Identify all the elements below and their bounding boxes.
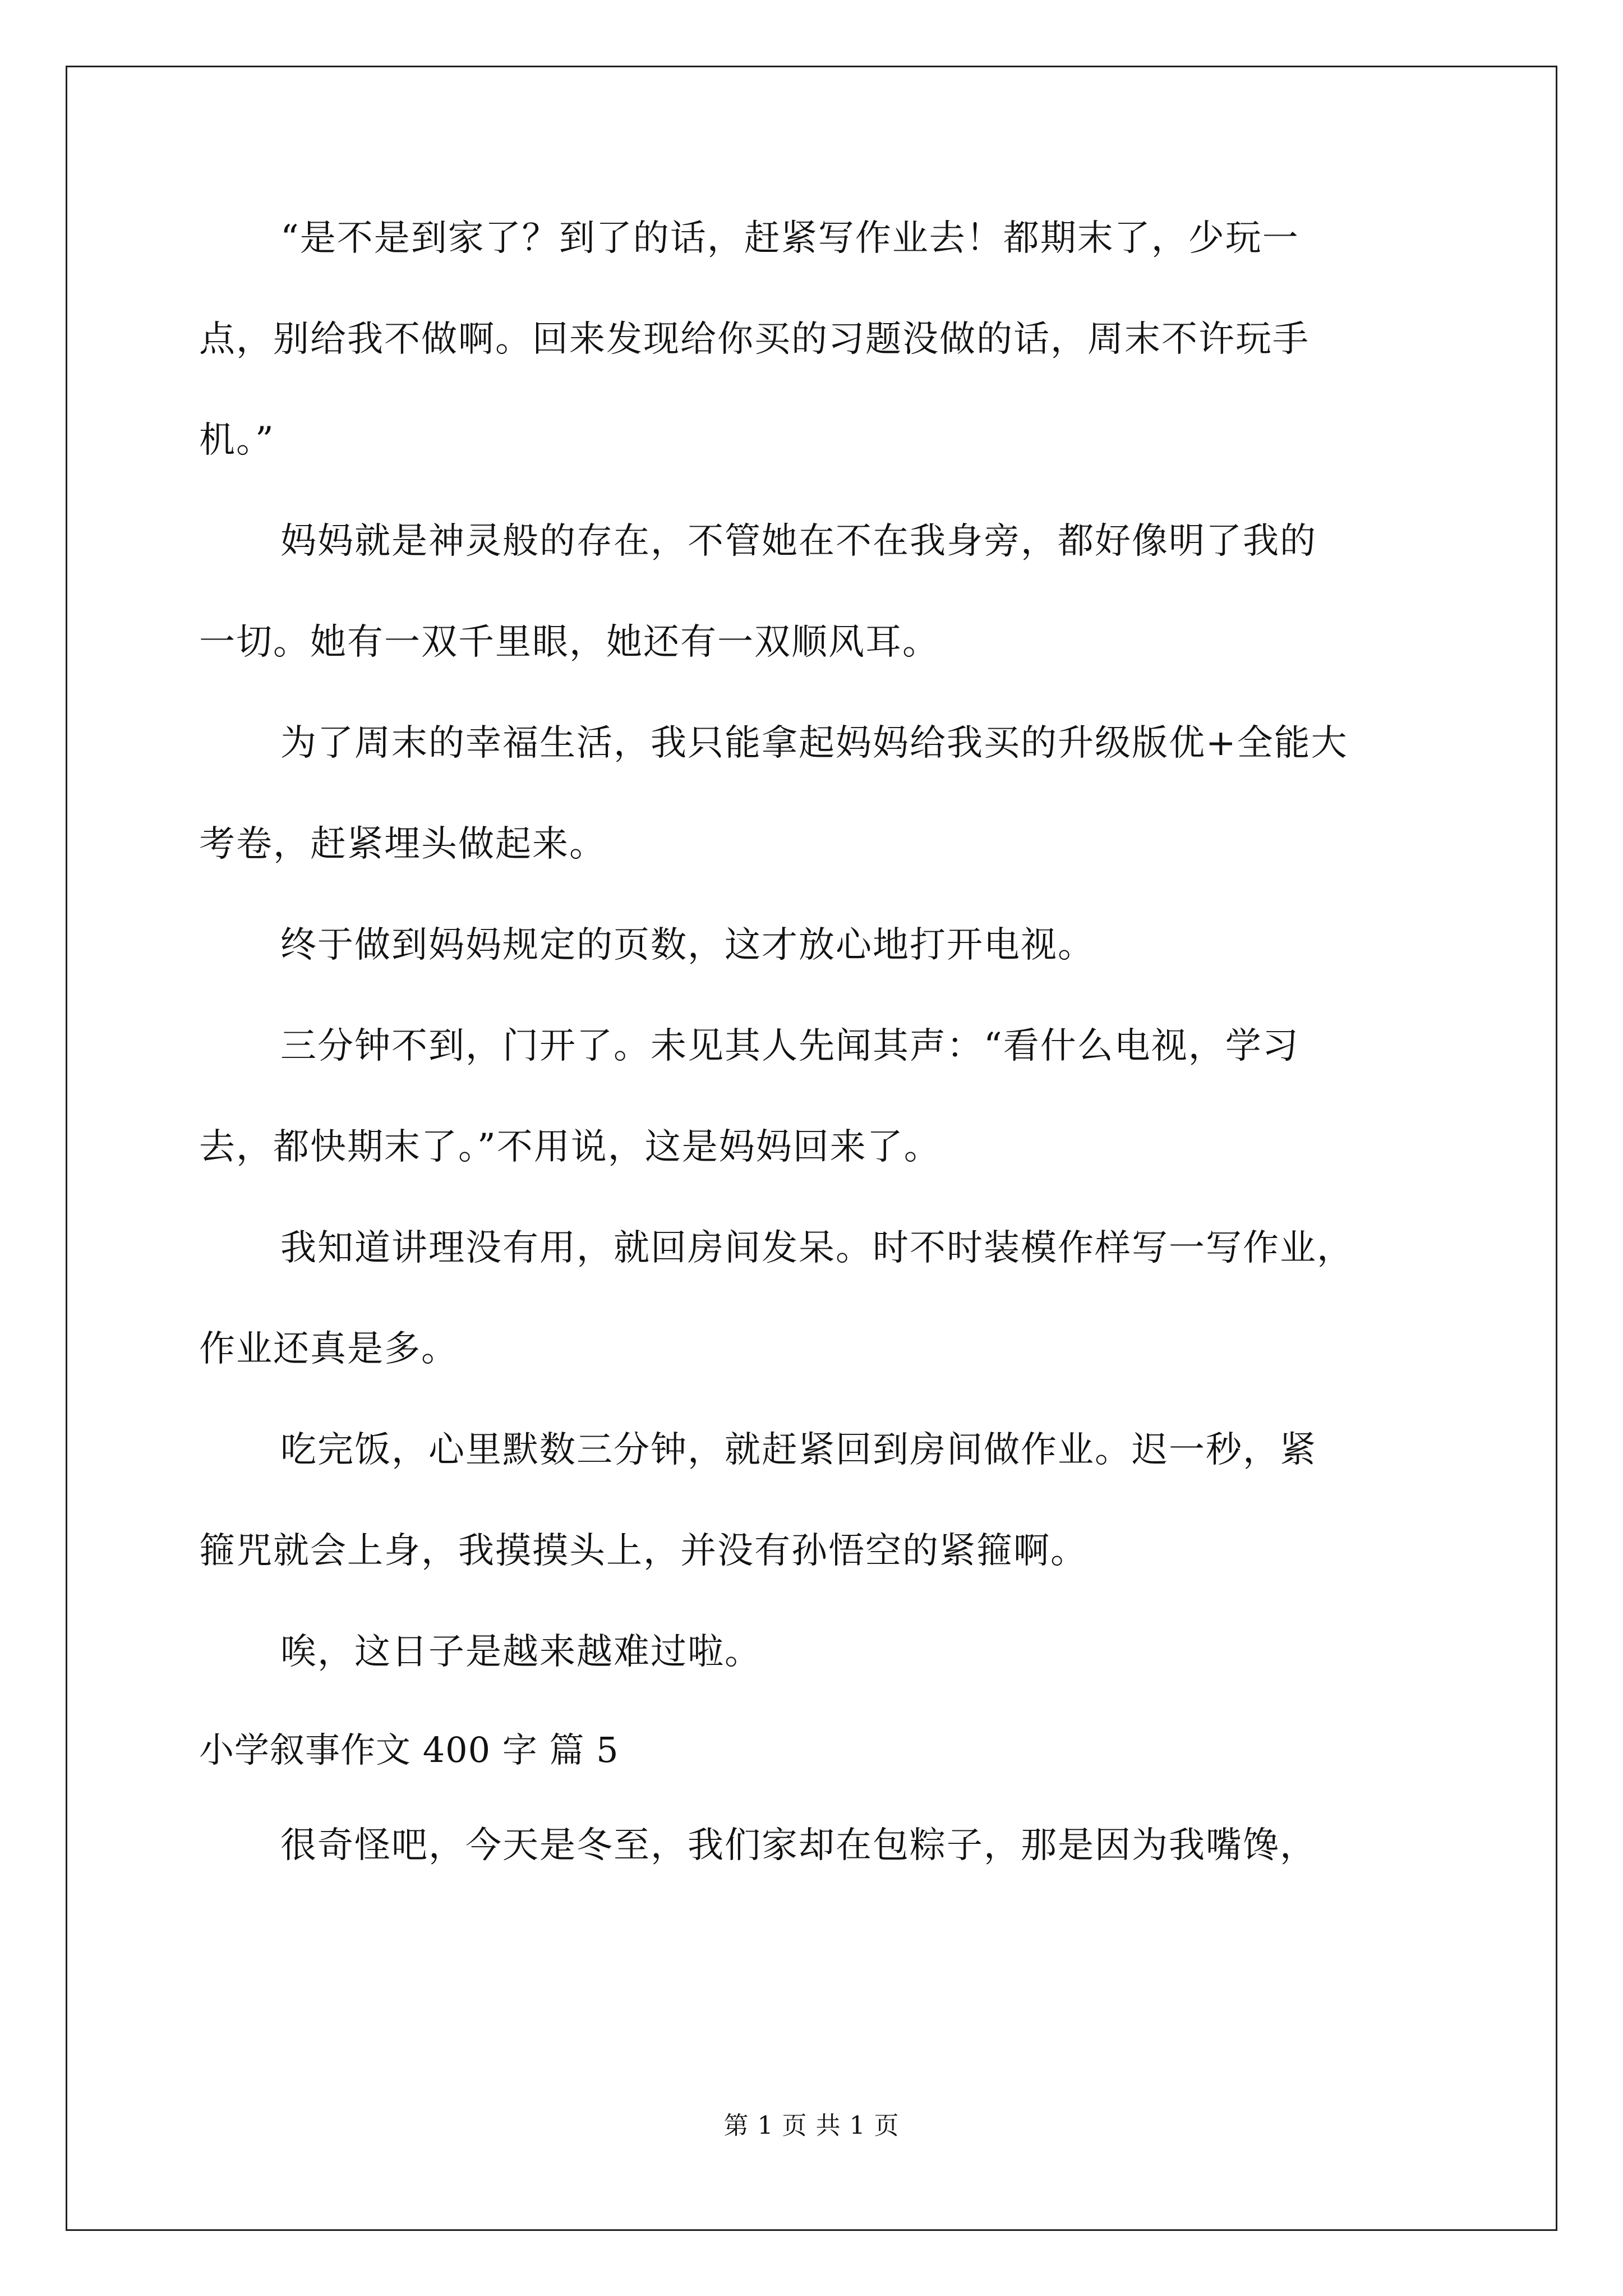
text-line: 箍咒就会上身，我摸摸头上，并没有孙悟空的紧箍啊。 — [199, 1530, 1087, 1572]
text-line: 三分钟不到，门开了。未见其人先闻其声：“看什么电视，学习 — [280, 1025, 1299, 1067]
text-line: 机。” — [199, 420, 275, 461]
text-line: 唉，这日子是越来越难过啦。 — [280, 1631, 762, 1673]
text-line: 妈妈就是神灵般的存在，不管她在不在我身旁，都好像明了我的 — [280, 521, 1317, 562]
text-line: 我知道讲理没有用，就回房间发呆。时不时装模作样写一写作业， — [280, 1227, 1354, 1269]
text-line: 考卷，赶紧埋头做起来。 — [199, 823, 606, 865]
text-line: 一切。她有一双千里眼，她还有一双顺风耳。 — [199, 622, 939, 663]
text-line: 吃完饭，心里默数三分钟，就赶紧回到房间做作业。迟一秒，紧 — [280, 1429, 1317, 1471]
text-line: “是不是到家了？到了的话，赶紧写作业去！都期末了，少玩一 — [280, 218, 1299, 259]
text-line: 为了周末的幸福生活，我只能拿起妈妈给我买的升级版优+全能大 — [280, 723, 1348, 764]
section-heading: 小学叙事作文 400 字 篇 5 — [199, 1729, 619, 1770]
page-number-footer: 第 1 页 共 1 页 — [723, 2111, 900, 2140]
text-line: 很奇怪吧，今天是冬至，我们家却在包粽子，那是因为我嘴馋， — [280, 1825, 1317, 1866]
text-line: 点，别给我不做啊。回来发现给你买的习题没做的话，周末不许玩手 — [199, 319, 1310, 360]
text-line: 作业还真是多。 — [199, 1328, 458, 1370]
text-line: 去，都快期末了。”不用说，这是妈妈回来了。 — [199, 1126, 941, 1168]
text-line: 终于做到妈妈规定的页数，这才放心地打开电视。 — [280, 924, 1095, 966]
